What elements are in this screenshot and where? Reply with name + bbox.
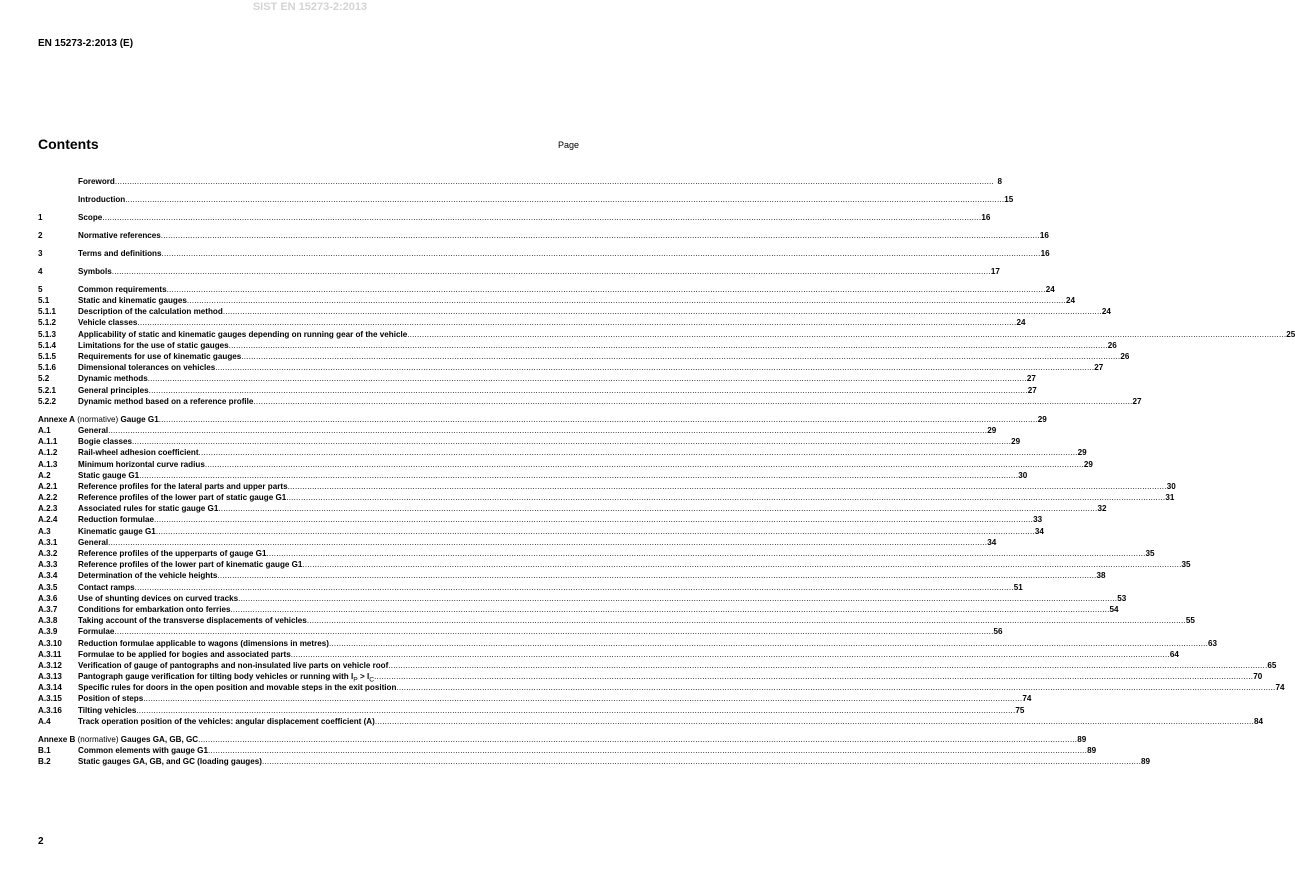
toc-entry-text: Use of shunting devices on curved tracks xyxy=(78,593,239,603)
dot-leader xyxy=(198,734,1077,745)
toc-entry-number: 1 xyxy=(38,212,43,222)
toc-entry-number: A.3.12 xyxy=(38,660,62,670)
toc-entry-text: General xyxy=(78,425,109,435)
toc-entry-number: A.3.3 xyxy=(38,560,58,570)
toc-entry-text: Specific rules for doors in the open position and movable steps in the exit position xyxy=(78,683,397,693)
toc-entry[interactable] xyxy=(38,317,1026,328)
toc-entry-text: Tilting vehicles xyxy=(78,705,137,715)
toc-entry-number: A.3.2 xyxy=(38,549,58,559)
toc-entry-number: 5.2 xyxy=(38,374,50,384)
dot-leader xyxy=(223,306,1102,317)
toc-entry-text: Static and kinematic gauges xyxy=(78,296,187,306)
toc-entry-page: 33 xyxy=(1033,515,1043,525)
toc-entry-page: 32 xyxy=(1097,504,1107,514)
toc-entry-page: 16 xyxy=(981,212,991,222)
annex-type: (normative) xyxy=(75,414,121,424)
toc-entry-title xyxy=(78,266,112,277)
toc-entry-page: 26 xyxy=(1120,352,1130,362)
toc-entry-text: General xyxy=(78,537,109,547)
toc-entry[interactable] xyxy=(38,649,1179,660)
toc-entry[interactable] xyxy=(38,329,1295,340)
toc-entry-page: 27 xyxy=(1094,363,1104,373)
dot-leader xyxy=(286,492,1165,503)
dot-leader xyxy=(329,638,1208,649)
toc-entry-page: 35 xyxy=(1145,549,1155,559)
toc-entry-title xyxy=(78,638,329,649)
toc-entry-title xyxy=(78,317,137,328)
subscript: P xyxy=(353,676,358,684)
toc-entry[interactable] xyxy=(38,604,1119,615)
dot-leader xyxy=(108,537,987,548)
toc-entry[interactable] xyxy=(38,582,1023,593)
toc-entry-page: 17 xyxy=(990,266,1000,276)
toc-entry[interactable] xyxy=(38,615,1195,626)
toc-entry-number: 5 xyxy=(38,284,43,294)
dot-leader xyxy=(241,351,1120,362)
toc-entry-title xyxy=(78,306,223,317)
toc-entry[interactable] xyxy=(38,660,1277,671)
toc-entry-title xyxy=(78,436,132,447)
toc-entry-page: 63 xyxy=(1208,638,1218,648)
toc-entry-page: 65 xyxy=(1267,660,1277,670)
toc-entry[interactable] xyxy=(38,503,1107,514)
toc-entry[interactable] xyxy=(38,705,1025,716)
toc-entry[interactable] xyxy=(38,593,1127,604)
watermark: SIST EN 15273-2:2013 xyxy=(252,1,368,13)
toc-entry-number: 5.1.5 xyxy=(38,352,57,362)
toc-entry-title xyxy=(78,626,114,637)
toc-entry-page: 74 xyxy=(1275,683,1285,693)
toc-entry-number: A.3.10 xyxy=(38,638,62,648)
toc-entry[interactable] xyxy=(38,212,991,223)
toc-entry-number: A.3.16 xyxy=(38,705,62,715)
toc-entry[interactable] xyxy=(38,514,1043,525)
toc-entry-number: 5.2.1 xyxy=(38,385,57,395)
toc-entry[interactable] xyxy=(38,385,1037,396)
toc-entry[interactable] xyxy=(38,481,1176,492)
toc-entry-page: 84 xyxy=(1253,716,1263,726)
toc-entry-text: > l xyxy=(357,672,370,682)
toc-entry-number: A.3.1 xyxy=(38,537,58,547)
toc-entry-page: 35 xyxy=(1181,560,1191,570)
toc-entry[interactable] xyxy=(38,671,1263,684)
toc-entry-number: A.1.3 xyxy=(38,459,58,469)
toc-entry-title xyxy=(78,425,108,436)
toc-entry[interactable] xyxy=(38,470,1028,481)
dot-leader xyxy=(102,212,981,223)
dot-leader xyxy=(291,649,1170,660)
toc-entry[interactable] xyxy=(38,436,1021,447)
toc-entry-text: Normative references xyxy=(78,230,161,240)
toc-entry-page: 89 xyxy=(1141,757,1151,767)
toc-entry-number: A.1 xyxy=(38,425,51,435)
toc-entry-page: 53 xyxy=(1117,593,1127,603)
toc-entry-number: 2 xyxy=(38,230,43,240)
toc-entry[interactable] xyxy=(38,176,1002,187)
toc-entry[interactable] xyxy=(38,396,1142,407)
toc-entry-page: 29 xyxy=(1037,414,1047,424)
toc-entry-text: Pantograph gauge verification for tilting body vehicles or running with l xyxy=(78,672,354,682)
toc-entry-number: 5.2.2 xyxy=(38,396,57,406)
dot-leader xyxy=(388,660,1267,671)
toc-entry-number: A.2.2 xyxy=(38,493,58,503)
page-column-label: Page xyxy=(558,140,580,150)
toc-entry-title xyxy=(38,414,159,425)
toc-entry-page: 24 xyxy=(1065,296,1075,306)
toc-entry-page: 24 xyxy=(1016,318,1026,328)
dot-leader xyxy=(187,295,1066,306)
toc-entry-number: A.3.15 xyxy=(38,694,62,704)
toc-entry[interactable] xyxy=(38,745,1097,756)
dot-leader xyxy=(253,396,1132,407)
dot-leader xyxy=(135,582,1014,593)
dot-leader xyxy=(218,503,1097,514)
dot-leader xyxy=(230,604,1109,615)
annex-label: Annexe B xyxy=(38,734,76,744)
toc-entry-text: Contact ramps xyxy=(78,582,135,592)
toc-entry-text: Reference profiles of the lower part of kinematic gauge G1 xyxy=(78,560,303,570)
toc-entry-text: Symbols xyxy=(78,266,112,276)
toc-entry[interactable] xyxy=(38,295,1075,306)
toc-entry-text: Common elements with gauge G1 xyxy=(78,746,208,755)
toc-entry[interactable] xyxy=(38,284,1055,295)
dot-leader xyxy=(374,671,1253,682)
toc-entry-page: 26 xyxy=(1107,340,1117,350)
toc-entry-title xyxy=(78,649,291,660)
dot-leader xyxy=(167,284,1046,295)
toc-entry[interactable] xyxy=(38,425,997,436)
toc-entry-text: Position of steps xyxy=(78,694,144,704)
toc-entry-title xyxy=(78,248,162,259)
toc-entry-page: 30 xyxy=(1018,470,1028,480)
toc-entry-title xyxy=(78,615,307,626)
toc-entry-title xyxy=(78,492,286,503)
toc-entry-text: Common requirements xyxy=(78,284,167,294)
toc-entry[interactable] xyxy=(38,414,1047,425)
toc-entry-title xyxy=(78,329,407,340)
toc-entry-number: A.1.2 xyxy=(38,448,58,458)
toc-entry-title xyxy=(78,582,135,593)
dot-leader xyxy=(137,317,1016,328)
toc-entry-number: A.3.4 xyxy=(38,571,58,581)
toc-entry-page: 89 xyxy=(1077,734,1087,744)
toc-entry[interactable] xyxy=(38,537,997,548)
toc-entry[interactable] xyxy=(38,306,1111,317)
toc-entry-text: Reference profiles of the lower part of static gauge G1 xyxy=(78,493,287,503)
dot-leader xyxy=(139,470,1018,481)
dot-leader xyxy=(229,340,1108,351)
toc-entry-page: 15 xyxy=(1004,194,1014,204)
toc-entry-title xyxy=(78,716,375,727)
toc-entry[interactable] xyxy=(38,693,1032,704)
toc-entry-number: A.2 xyxy=(38,470,51,480)
toc-entry-text: Dynamic methods xyxy=(78,374,148,384)
dot-leader xyxy=(132,436,1011,447)
toc-entry-title xyxy=(38,734,198,745)
toc-entry-title xyxy=(78,660,388,671)
toc-entry-text: Scope xyxy=(78,212,103,222)
toc-entry-page: 31 xyxy=(1165,493,1175,503)
toc-entry-text: Determination of the vehicle heights xyxy=(78,571,218,581)
toc-entry-title xyxy=(78,362,215,373)
dot-leader xyxy=(148,373,1027,384)
toc-entry-number: B.1 xyxy=(38,746,51,755)
toc-entry[interactable] xyxy=(38,716,1263,727)
toc-entry-page: 27 xyxy=(1132,396,1142,406)
toc-entry-title xyxy=(78,503,218,514)
toc-entry-number: 5.1.6 xyxy=(38,363,57,373)
toc-entry-text: Conditions for embarkation onto ferries xyxy=(78,604,231,614)
dot-leader xyxy=(125,194,1004,205)
toc-entry-title xyxy=(78,396,253,407)
toc-entry[interactable] xyxy=(38,248,1050,259)
toc-entry-text: Bogie classes xyxy=(78,437,132,447)
toc-entry[interactable] xyxy=(38,492,1175,503)
toc-entry-title xyxy=(78,351,241,362)
toc-entry[interactable] xyxy=(38,526,1044,537)
toc-entry-title xyxy=(78,340,229,351)
toc-entry-text: Requirements for use of kinematic gauges xyxy=(78,352,242,362)
dot-leader xyxy=(375,716,1254,727)
toc-entry-number: A.3.13 xyxy=(38,672,62,682)
toc-entry-text: Vehicle classes xyxy=(78,318,138,328)
dot-leader xyxy=(143,693,1022,704)
toc-entry-text: General principles xyxy=(78,385,149,395)
dot-leader xyxy=(205,459,1084,470)
toc-entry-title xyxy=(78,593,238,604)
toc-entry[interactable] xyxy=(38,447,1087,458)
toc-entry-page: 34 xyxy=(1034,526,1044,536)
toc-entry[interactable] xyxy=(38,266,1000,277)
toc-entry-title xyxy=(78,176,115,187)
toc-entry-title xyxy=(78,526,156,537)
dot-leader xyxy=(199,447,1078,458)
dot-leader xyxy=(162,248,1041,259)
toc-entry-number: 5.1.1 xyxy=(38,307,57,317)
toc-entry[interactable] xyxy=(38,734,1087,745)
toc-entry-page: 24 xyxy=(1045,284,1055,294)
toc-entry-text: Reference profiles for the lateral parts and upper parts xyxy=(78,481,288,491)
toc-entry[interactable] xyxy=(38,548,1155,559)
toc-entry-number: A.2.3 xyxy=(38,504,58,514)
toc-entry-number: 5.1.4 xyxy=(38,340,57,350)
document-id: EN 15273-2:2013 (E) xyxy=(38,38,134,49)
toc-entry-number: A.3.9 xyxy=(38,627,58,637)
annex-label: Annexe A xyxy=(38,414,76,424)
toc-entry-text: Kinematic gauge G1 xyxy=(78,526,156,536)
toc-entry-text: Reduction formulae applicable to wagons (dimensions in metres) xyxy=(78,638,329,648)
dot-leader xyxy=(159,414,1038,425)
toc-entry-text: Foreword xyxy=(78,177,115,186)
toc-entry-number: A.3.11 xyxy=(38,649,62,659)
toc-entry-page: 30 xyxy=(1166,481,1176,491)
annex-type: (normative) xyxy=(75,734,121,744)
toc-entry-title xyxy=(78,559,302,570)
toc-entry-page: 70 xyxy=(1253,672,1263,682)
toc-entry-title xyxy=(78,230,161,241)
toc-entry[interactable] xyxy=(38,351,1130,362)
toc-entry-number: A.2.4 xyxy=(38,515,58,525)
toc-entry-text: Applicability of static and kinematic gauges depending on running gear of the vehicle xyxy=(78,329,408,339)
toc-entry[interactable] xyxy=(38,459,1093,470)
toc-entry-number: A.3.7 xyxy=(38,604,58,614)
toc-entry-page: 34 xyxy=(987,537,997,547)
toc-entry-title xyxy=(78,514,154,525)
toc-entry-title xyxy=(78,447,199,458)
toc-entry-number: A.4 xyxy=(38,716,51,726)
dot-leader xyxy=(288,481,1167,492)
toc-entry-page: 64 xyxy=(1169,649,1179,659)
toc-entry-page: 24 xyxy=(1101,307,1111,317)
toc-entry-page: 29 xyxy=(1077,448,1087,458)
toc-entry-number: A.3.6 xyxy=(38,593,58,603)
dot-leader xyxy=(307,615,1186,626)
toc-entry-text: Reduction formulae xyxy=(78,515,154,525)
toc-entry[interactable] xyxy=(38,362,1104,373)
toc-entry-number: B.2 xyxy=(38,757,51,767)
toc-entry-page: 25 xyxy=(1286,329,1295,339)
toc-entry-title xyxy=(78,745,208,756)
toc-entry-page: 27 xyxy=(1026,374,1036,384)
toc-entry-page: 16 xyxy=(1039,230,1049,240)
toc-entry-title xyxy=(78,194,125,205)
toc-entry-text: Taking account of the transverse displacements of vehicles xyxy=(78,616,307,626)
toc-entry-text: Dimensional tolerances on vehicles xyxy=(78,363,216,373)
toc-entry-title xyxy=(78,705,136,716)
toc-entry-number: A.3.5 xyxy=(38,582,58,592)
dot-leader xyxy=(154,514,1033,525)
toc-entry-text: Dynamic method based on a reference profile xyxy=(78,396,254,406)
toc-entry-page: 29 xyxy=(1083,459,1093,469)
toc-entry-text: Formulae xyxy=(78,627,115,637)
dot-leader xyxy=(407,329,1286,340)
toc-entry[interactable] xyxy=(38,230,1049,241)
toc-entry-title xyxy=(78,604,230,615)
dot-leader xyxy=(238,593,1117,604)
toc-entry-page: 51 xyxy=(1013,582,1023,592)
dot-leader xyxy=(266,548,1145,559)
dot-leader xyxy=(262,756,1141,767)
toc-entry-title xyxy=(78,284,167,295)
dot-leader xyxy=(108,425,987,436)
toc-entry-title xyxy=(78,470,139,481)
toc-entry-title xyxy=(78,481,288,492)
toc-entry[interactable] xyxy=(38,756,1151,767)
toc-entry-number: 5.1 xyxy=(38,296,50,306)
toc-entry-page: 29 xyxy=(987,425,997,435)
toc-entry[interactable] xyxy=(38,626,1003,637)
toc-entry-page: 29 xyxy=(1011,437,1021,447)
toc-entry-number: A.1.1 xyxy=(38,437,58,447)
dot-leader xyxy=(396,682,1275,693)
toc-entry-text: Terms and definitions xyxy=(78,248,162,258)
toc-entry[interactable] xyxy=(38,194,1014,205)
dot-leader xyxy=(149,385,1028,396)
toc-entry-page: 38 xyxy=(1096,571,1106,581)
contents-title: Contents xyxy=(38,136,99,152)
toc-entry-text: Reference profiles of the upperparts of gauge G1 xyxy=(78,549,267,559)
toc-entry-number: 5.1.3 xyxy=(38,329,57,339)
toc-entry-title xyxy=(78,385,149,396)
toc-entry-title xyxy=(78,537,108,548)
toc-entry-text: Track operation position of the vehicles: angular displacement coefficient (A) xyxy=(78,716,375,726)
toc-entry-page: 56 xyxy=(993,627,1003,637)
dot-leader xyxy=(208,745,1087,756)
dot-leader xyxy=(156,526,1035,537)
toc-entry-text: Static gauge G1 xyxy=(78,470,140,480)
annex-title: Gauges GA, GB, GC xyxy=(120,734,199,744)
toc-entry[interactable] xyxy=(38,570,1106,581)
toc-entry-number: A.3 xyxy=(38,526,51,536)
toc-entry-number: A.3.14 xyxy=(38,683,62,693)
toc-entry-page: 74 xyxy=(1022,694,1032,704)
toc-entry-number: A.2.1 xyxy=(38,481,58,491)
toc-entry[interactable] xyxy=(38,638,1218,649)
toc-entry-text: Rail-wheel adhesion coefficient xyxy=(78,448,199,458)
toc-entry-title xyxy=(78,570,217,581)
toc-entry-title xyxy=(78,756,262,767)
toc-entry-number: 5.1.2 xyxy=(38,318,57,328)
toc-entry[interactable] xyxy=(38,682,1285,693)
toc-entry-page: 55 xyxy=(1185,616,1195,626)
toc-entry-title xyxy=(78,459,205,470)
toc-entry-number: 3 xyxy=(38,248,43,258)
dot-leader xyxy=(217,570,1096,581)
toc-entry-page: 54 xyxy=(1109,604,1119,614)
toc-entry-text: Associated rules for static gauge G1 xyxy=(78,504,219,514)
toc-entry-text: Introduction xyxy=(78,194,126,204)
toc-entry-number: A.3.8 xyxy=(38,616,58,626)
table-of-contents xyxy=(38,176,1295,767)
toc-entry-text: Formulae to be applied for bogies and associated parts xyxy=(78,649,291,659)
toc-entry-page: 75 xyxy=(1015,705,1025,715)
annex-title: Gauge G1 xyxy=(120,414,159,424)
toc-entry[interactable] xyxy=(38,559,1191,570)
toc-entry-page: 8 xyxy=(997,177,1002,186)
dot-leader xyxy=(136,705,1015,716)
toc-entry-text: Static gauges GA, GB, and GC (loading gauges) xyxy=(78,757,262,767)
toc-entry-title xyxy=(78,693,143,704)
subscript: C xyxy=(369,676,375,684)
dot-leader xyxy=(112,266,991,277)
dot-leader xyxy=(215,362,1094,373)
toc-entry-title xyxy=(78,548,266,559)
toc-entry[interactable] xyxy=(38,373,1036,384)
toc-entry-title xyxy=(78,373,148,384)
toc-entry-text: Minimum horizontal curve radius xyxy=(78,459,205,469)
toc-entry[interactable] xyxy=(38,340,1117,351)
toc-entry-title xyxy=(78,212,102,223)
toc-entry-title xyxy=(78,682,396,693)
dot-leader xyxy=(114,626,993,637)
footer-page-number: 2 xyxy=(38,836,44,847)
toc-entry-page: 27 xyxy=(1027,385,1037,395)
toc-entry-page: 16 xyxy=(1040,248,1050,258)
dot-leader xyxy=(161,230,1040,241)
toc-entry-number: 4 xyxy=(38,266,43,276)
dot-leader xyxy=(302,559,1181,570)
toc-entry-title xyxy=(78,295,187,306)
toc-entry-page: 89 xyxy=(1087,746,1097,755)
toc-entry-text: Verification of gauge of pantographs and non-insulated live parts on vehicle roof xyxy=(78,660,389,670)
toc-entry-text: Limitations for the use of static gauges xyxy=(78,340,229,350)
toc-entry-text: Description of the calculation method xyxy=(78,307,223,317)
dot-leader xyxy=(115,176,994,187)
